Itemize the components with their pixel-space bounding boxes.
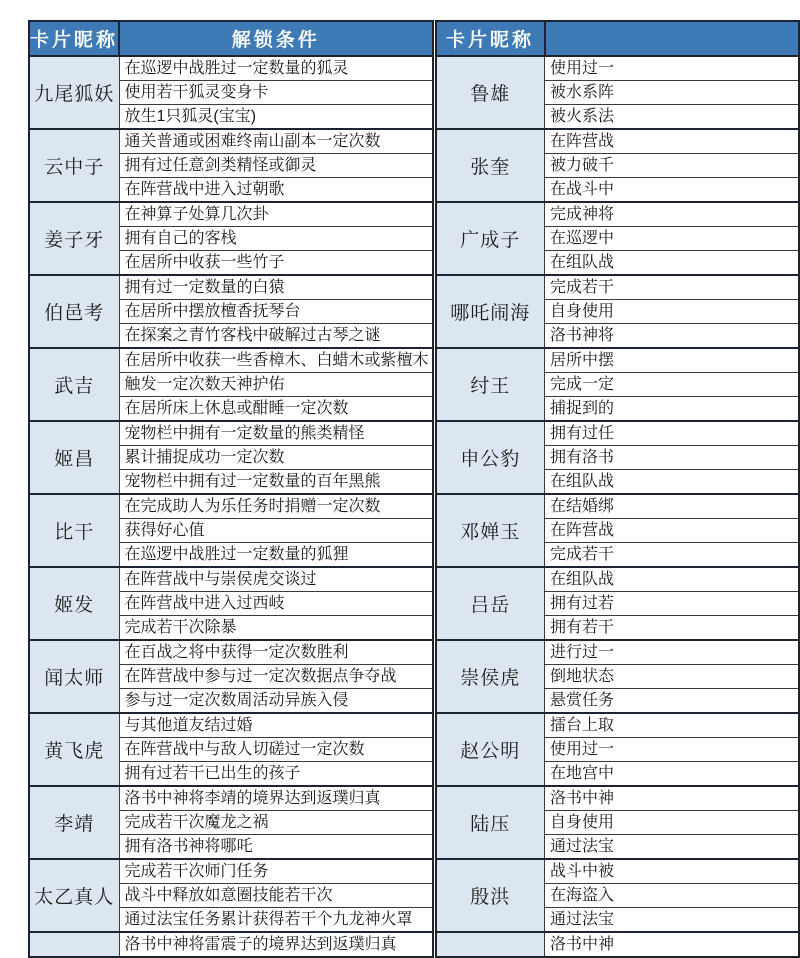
card-name-cell: 武吉 (29, 348, 119, 421)
unlock-condition-cell: 完成若干次魔龙之祸 (119, 811, 433, 835)
unlock-condition-cell: 拥有若干 (545, 616, 799, 641)
unlock-condition-cell: 拥有过一定数量的白猿 (119, 275, 433, 300)
header-row (29, 21, 433, 56)
unlock-condition-cell: 使用若干狐灵变身卡 (119, 81, 433, 105)
table-row (436, 859, 799, 884)
column-header-unlock-condition (545, 21, 799, 56)
unlock-condition-cell: 在阵营战中与敌人切磋过一定次数 (119, 738, 433, 762)
unlock-condition-cell: 通过法宝任务累计获得若干个九龙神火罩 (119, 908, 433, 933)
table-row (29, 129, 433, 154)
card-name-cell: 吕岳 (436, 567, 545, 640)
table-row (436, 56, 799, 81)
unlock-condition-cell: 在战斗中 (545, 178, 799, 203)
unlock-condition-cell: 洛书中神将雷震子的境界达到返璞归真 (119, 932, 433, 957)
unlock-condition-cell: 擂台上取 (545, 713, 799, 738)
table-row (436, 567, 799, 592)
unlock-table-left (28, 20, 434, 958)
table-row (29, 567, 433, 592)
unlock-condition-cell: 通过法宝 (545, 908, 799, 933)
unlock-condition-cell: 通过法宝 (545, 835, 799, 860)
card-name-cell: 鲁雄 (436, 56, 545, 129)
table-row (436, 129, 799, 154)
card-name-cell: 张奎 (436, 129, 545, 202)
unlock-table-right (435, 20, 800, 958)
column-header-card-name: 卡片昵称 (436, 21, 545, 56)
table-row (436, 786, 799, 811)
unlock-condition-cell: 在组队战 (545, 567, 799, 592)
unlock-condition-cell: 拥有洛书 (545, 446, 799, 470)
unlock-condition-cell: 在海盗入 (545, 884, 799, 908)
unlock-condition-cell: 在百战之将中获得一定次数胜利 (119, 640, 433, 665)
table-row (436, 713, 799, 738)
unlock-condition-cell: 完成若干次师门任务 (119, 859, 433, 884)
card-name-cell: 李靖 (29, 786, 119, 859)
header-row (436, 21, 799, 56)
unlock-condition-cell: 参与过一定次数周活动异族入侵 (119, 689, 433, 714)
table-row (436, 640, 799, 665)
card-name-cell: 姜子牙 (29, 202, 119, 275)
table-row (436, 421, 799, 446)
card-name-cell: 黄飞虎 (29, 713, 119, 786)
unlock-condition-cell: 完成一定 (545, 373, 799, 397)
unlock-condition-cell: 与其他道友结过婚 (119, 713, 433, 738)
table-row (29, 859, 433, 884)
unlock-condition-cell: 洛书中神将李靖的境界达到返璞归真 (119, 786, 433, 811)
card-name-cell (436, 932, 545, 957)
unlock-condition-cell: 进行过一 (545, 640, 799, 665)
card-name-cell: 九尾狐妖 (29, 56, 119, 129)
card-name-cell: 伯邑考 (29, 275, 119, 348)
table-row (436, 202, 799, 227)
unlock-condition-cell: 完成若干次除暴 (119, 616, 433, 641)
card-name-cell: 太乙真人 (29, 859, 119, 932)
unlock-condition-cell: 触发一定次数天神护佑 (119, 373, 433, 397)
unlock-condition-cell: 宠物栏中拥有过一定数量的百年黑熊 (119, 470, 433, 495)
unlock-condition-cell: 在阵营战中进入过朝歌 (119, 178, 433, 203)
card-name-cell: 广成子 (436, 202, 545, 275)
unlock-condition-cell: 完成神将 (545, 202, 799, 227)
unlock-condition-cell: 拥有过任 (545, 421, 799, 446)
unlock-condition-cell: 在阵营战中进入过西岐 (119, 592, 433, 616)
unlock-condition-cell: 使用过一 (545, 56, 799, 81)
card-name-cell: 殷洪 (436, 859, 545, 932)
table-row (436, 348, 799, 373)
unlock-condition-cell: 通关普通或困难终南山副本一定次数 (119, 129, 433, 154)
unlock-condition-cell: 完成若干 (545, 543, 799, 568)
unlock-condition-cell: 战斗中被 (545, 859, 799, 884)
unlock-condition-cell: 拥有过若 (545, 592, 799, 616)
unlock-condition-cell: 在结婚绑 (545, 494, 799, 519)
card-name-cell: 纣王 (436, 348, 545, 421)
table-row (29, 421, 433, 446)
table-row (29, 275, 433, 300)
unlock-condition-cell: 洛书神将 (545, 324, 799, 349)
table-row (29, 713, 433, 738)
unlock-condition-cell: 自身使用 (545, 300, 799, 324)
card-name-cell (29, 932, 119, 957)
card-name-cell: 比干 (29, 494, 119, 567)
card-name-cell: 云中子 (29, 129, 119, 202)
unlock-condition-cell: 洛书中神 (545, 786, 799, 811)
unlock-condition-cell: 拥有洛书神将哪吒 (119, 835, 433, 860)
table-row (29, 640, 433, 665)
card-name-cell: 崇侯虎 (436, 640, 545, 713)
unlock-condition-cell: 使用过一 (545, 738, 799, 762)
card-name-cell: 哪吒闹海 (436, 275, 545, 348)
table-row (29, 348, 433, 373)
table-row (29, 202, 433, 227)
card-name-cell: 申公豹 (436, 421, 545, 494)
unlock-condition-cell: 在组队战 (545, 251, 799, 276)
unlock-condition-cell: 在居所中收获一些香樟木、白蜡木或紫檀木 (119, 348, 433, 373)
unlock-condition-cell: 拥有过若干已出生的孩子 (119, 762, 433, 787)
unlock-condition-cell: 拥有过任意剑类精怪或御灵 (119, 154, 433, 178)
unlock-condition-cell: 在居所床上休息或酣睡一定次数 (119, 397, 433, 422)
unlock-condition-cell: 洛书中神 (545, 932, 799, 957)
unlock-condition-cell: 在阵营战 (545, 129, 799, 154)
unlock-condition-cell: 在巡逻中 (545, 227, 799, 251)
unlock-condition-cell: 在巡逻中战胜过一定数量的狐狸 (119, 543, 433, 568)
card-name-cell: 闻太师 (29, 640, 119, 713)
column-header-card-name: 卡片昵称 (29, 21, 119, 56)
unlock-condition-cell: 在组队战 (545, 470, 799, 495)
unlock-condition-cell: 战斗中释放如意圈技能若干次 (119, 884, 433, 908)
unlock-condition-cell: 捕捉到的 (545, 397, 799, 422)
unlock-condition-cell: 居所中摆 (545, 348, 799, 373)
table-row (436, 494, 799, 519)
card-name-cell: 姬昌 (29, 421, 119, 494)
card-name-cell: 陆压 (436, 786, 545, 859)
unlock-condition-cell: 放生1只狐灵(宝宝) (119, 105, 433, 130)
card-name-cell: 赵公明 (436, 713, 545, 786)
unlock-condition-cell: 在巡逻中战胜过一定数量的狐灵 (119, 56, 433, 81)
unlock-condition-cell: 倒地状态 (545, 665, 799, 689)
unlock-condition-cell: 在地宫中 (545, 762, 799, 787)
unlock-condition-cell: 在探案之青竹客栈中破解过古琴之谜 (119, 324, 433, 349)
unlock-condition-cell: 完成若干 (545, 275, 799, 300)
column-header-unlock-condition: 解锁条件 (119, 21, 433, 56)
unlock-condition-cell: 在阵营战中参与过一定次数据点争夺战 (119, 665, 433, 689)
table-row (29, 56, 433, 81)
table-row (29, 786, 433, 811)
unlock-condition-cell: 在居所中摆放檀香抚琴台 (119, 300, 433, 324)
partial-bottom-row (436, 932, 799, 957)
unlock-condition-cell: 在神算子处算几次卦 (119, 202, 433, 227)
unlock-condition-cell: 被水系阵 (545, 81, 799, 105)
table-row (436, 275, 799, 300)
card-name-cell: 邓婵玉 (436, 494, 545, 567)
unlock-condition-cell: 自身使用 (545, 811, 799, 835)
unlock-condition-cell: 被力破千 (545, 154, 799, 178)
unlock-condition-cell: 宠物栏中拥有一定数量的熊类精怪 (119, 421, 433, 446)
unlock-condition-cell: 拥有自己的客栈 (119, 227, 433, 251)
unlock-condition-cell: 在居所中收获一些竹子 (119, 251, 433, 276)
unlock-condition-cell: 获得好心值 (119, 519, 433, 543)
unlock-condition-cell: 被火系法 (545, 105, 799, 130)
unlock-condition-cell: 累计捕捉成功一定次数 (119, 446, 433, 470)
unlock-condition-cell: 在完成助人为乐任务时捐赠一定次数 (119, 494, 433, 519)
partial-bottom-row (29, 932, 433, 957)
table-row (29, 494, 433, 519)
unlock-condition-cell: 在阵营战中与崇侯虎交谈过 (119, 567, 433, 592)
unlock-condition-cell: 在阵营战 (545, 519, 799, 543)
tables-row (28, 20, 800, 958)
unlock-condition-cell: 悬赏任务 (545, 689, 799, 714)
card-name-cell: 姬发 (29, 567, 119, 640)
